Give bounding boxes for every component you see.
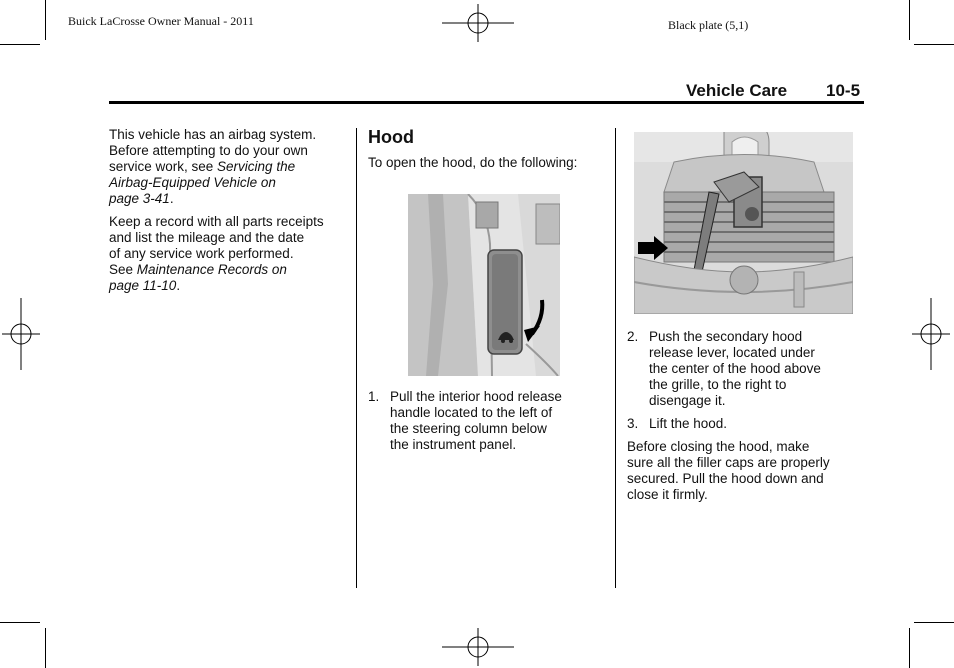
column-divider bbox=[356, 128, 357, 588]
step-number: 3. bbox=[627, 416, 639, 431]
page-number: 10-5 bbox=[826, 81, 861, 100]
slug-right: Black plate (5,1) bbox=[668, 18, 749, 32]
step-number: 2. bbox=[627, 329, 639, 344]
slug-left: Buick LaCrosse Owner Manual - 2011 bbox=[68, 14, 254, 28]
step-number: 1. bbox=[368, 389, 380, 404]
registration-crosshair-icon bbox=[2, 298, 40, 370]
registration-crosshair-icon bbox=[912, 298, 950, 370]
hood-release-handle-illustration bbox=[408, 194, 560, 376]
cross-reference-link[interactable]: Maintenance Records on bbox=[136, 262, 287, 277]
cross-reference-link[interactable]: page 11-10 bbox=[109, 278, 177, 293]
registration-crosshair-icon bbox=[442, 628, 514, 666]
header-rule bbox=[109, 101, 864, 104]
cross-reference-link[interactable]: page 3-41 bbox=[109, 191, 170, 206]
intro-text: To open the hood, do the following: bbox=[368, 155, 578, 170]
column-1 bbox=[109, 127, 349, 294]
secondary-hood-latch-illustration bbox=[634, 132, 853, 314]
section-heading: Hood bbox=[368, 127, 414, 147]
records-paragraph: Keep a record with all parts receipts and list the mileage and the date of any service work performed. See Maintenance Records on page 11-10. bbox=[109, 214, 324, 293]
section-title: Vehicle Care bbox=[686, 81, 788, 100]
airbag-paragraph: This vehicle has an airbag system. Before attempting to do your own service work, see Servicing the Airbag-Equipped Vehicle on page 3-41. bbox=[109, 127, 317, 206]
cross-reference-link[interactable]: Servicing the bbox=[217, 159, 296, 174]
registration-crosshair-icon bbox=[442, 4, 514, 42]
column-divider bbox=[615, 128, 616, 588]
cross-reference-link[interactable]: Airbag-Equipped Vehicle on bbox=[109, 175, 276, 190]
closing-paragraph: Before closing the hood, make sure all the filler caps are properly secured. Pull the hood down and close it firmly. bbox=[627, 439, 830, 502]
